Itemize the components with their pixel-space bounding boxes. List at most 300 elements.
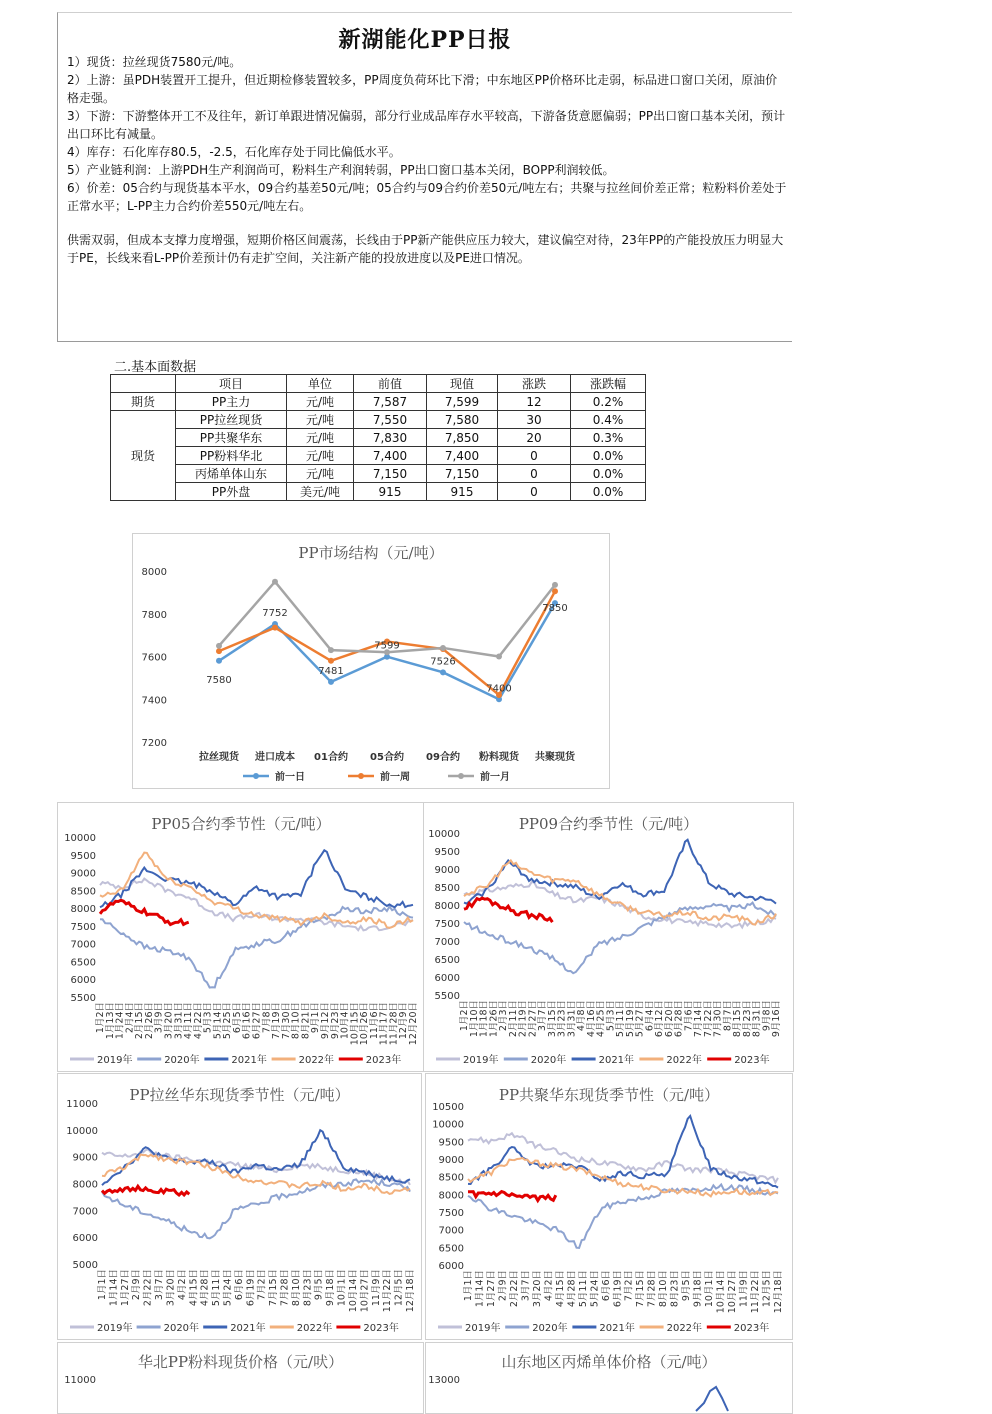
x-tick-label: 9月8日 xyxy=(761,1000,773,1032)
x-tick-label: 5月3日 xyxy=(202,1002,214,1034)
curr-cell: 7,850 xyxy=(427,429,498,447)
data-point xyxy=(216,658,222,664)
y-tick-label: 6000 xyxy=(72,1233,98,1245)
prev-cell: 7,830 xyxy=(354,429,427,447)
data-point xyxy=(328,647,334,653)
x-tick-label: 4月2日 xyxy=(176,1269,188,1301)
x-tick-label: 6月12日 xyxy=(654,1000,665,1038)
x-tick-label: 3月20日 xyxy=(531,1270,543,1308)
legend-label: 前一日 xyxy=(275,772,305,783)
x-tick-label: 10月14日 xyxy=(347,1269,359,1313)
legend-label: 2019年 xyxy=(465,1323,501,1334)
y-tick-label: 10000 xyxy=(428,829,460,840)
legend-marker xyxy=(253,773,259,779)
data-point xyxy=(328,679,334,685)
y-tick-label: 7000 xyxy=(70,939,96,951)
paragraph-downstream: 3）下游：下游整体开工不及往年，新订单跟进情况偏弱，部分行业成品库存水平较高，下游备货意愿偏弱；PP出口窗口基本关闭，预计出口环比有减量。 xyxy=(67,109,786,141)
y-tick-label: 9000 xyxy=(438,1155,464,1166)
x-tick-label: 12月18日 xyxy=(405,1269,416,1313)
y-tick-label: 6500 xyxy=(438,1243,464,1255)
x-tick-label: 10月27日 xyxy=(359,1269,371,1313)
x-tick-label: 12月18日 xyxy=(773,1270,784,1314)
y-tick-label: 9000 xyxy=(72,1152,98,1164)
x-tick-label: 7月19日 xyxy=(271,1002,283,1040)
chart-title: PP05合约季节性（元/吨） xyxy=(151,815,331,833)
change-cell: 30 xyxy=(498,411,571,429)
x-tick-label: 8月10日 xyxy=(290,1269,302,1307)
chart-title: PP拉丝华东现货季节性（元/吨） xyxy=(129,1086,350,1104)
x-tick-label: 5月11日 xyxy=(615,1000,626,1038)
x-tick-label: 3月31日 xyxy=(173,1002,185,1040)
series-line xyxy=(464,882,776,927)
y-tick-label: 8000 xyxy=(141,567,167,578)
x-tick-label: 8月23日 xyxy=(741,1000,753,1038)
x-tick-label: 4月8日 xyxy=(576,1000,587,1032)
y-tick-label: 7500 xyxy=(438,1208,464,1219)
y-tick-label: 7500 xyxy=(434,919,460,930)
chart-title: PP共聚华东现货季节性（元/吨） xyxy=(498,1086,720,1104)
legend-label: 前一月 xyxy=(480,772,510,783)
series-line xyxy=(100,900,189,924)
x-tick-label: 05合约 xyxy=(370,752,404,763)
unit-cell: 元/吨 xyxy=(287,411,354,429)
pp05-seasonal-chart xyxy=(57,802,425,1072)
x-tick-label: 11月9日 xyxy=(370,1269,382,1307)
x-tick-label: 1月13日 xyxy=(104,1002,116,1040)
legend-label: 2019年 xyxy=(463,1055,499,1066)
x-tick-label: 7月6日 xyxy=(683,1000,695,1032)
prev-cell: 915 xyxy=(354,483,427,501)
x-tick-label: 1月14日 xyxy=(108,1269,120,1307)
table-row xyxy=(111,393,646,411)
y-tick-label: 7500 xyxy=(70,921,96,933)
chart-title: 华北PP粉料现货价格（元/吠） xyxy=(137,1353,344,1371)
report-box xyxy=(57,12,792,342)
change-cell: 0 xyxy=(498,483,571,501)
series-line xyxy=(100,850,413,907)
x-tick-label: 9月1日 xyxy=(310,1002,322,1034)
change-cell: 20 xyxy=(498,429,571,447)
series-line xyxy=(100,907,413,988)
item-cell: PP外盘 xyxy=(176,483,287,501)
north-powder-price-chart xyxy=(57,1342,424,1414)
market-structure-svg xyxy=(133,534,609,788)
x-tick-label: 1月1日 xyxy=(97,1269,108,1301)
table-row xyxy=(111,465,646,483)
x-tick-label: 1月10日 xyxy=(468,1000,480,1038)
data-label: 7580 xyxy=(206,674,232,686)
x-tick-label: 10月27日 xyxy=(727,1270,739,1314)
pct-cell: 0.2% xyxy=(571,393,646,411)
x-tick-label: 5月27日 xyxy=(634,1000,646,1038)
data-point xyxy=(272,579,278,585)
x-tick-label: 1月27日 xyxy=(119,1269,131,1307)
x-tick-label: 9月12日 xyxy=(319,1002,331,1040)
legend-label: 2021年 xyxy=(231,1055,267,1066)
series-line xyxy=(468,1116,778,1188)
x-tick-label: 6月6日 xyxy=(233,1269,245,1301)
x-tick-label: 4月22日 xyxy=(192,1002,204,1040)
x-tick-label: 5月24日 xyxy=(222,1269,234,1307)
legend-label: 2019年 xyxy=(97,1323,133,1334)
x-tick-label: 1月1日 xyxy=(463,1270,474,1302)
section-title: 二.基本面数据 xyxy=(114,360,197,375)
paragraph-profit: 5）产业链利润：上游PDH生产利润尚可，粉料生产利润转弱，PP出口窗口基本关闭，BOPP利润较低。 xyxy=(67,163,615,177)
x-tick-label: 2月27日 xyxy=(527,1000,539,1038)
series-line xyxy=(102,1186,189,1195)
fundamentals-table xyxy=(110,374,646,501)
x-tick-label: 11月22日 xyxy=(382,1269,394,1313)
legend-label: 2019年 xyxy=(97,1055,133,1066)
series-line xyxy=(464,898,552,922)
legend-label: 2021年 xyxy=(599,1323,635,1334)
x-tick-label: 6月28日 xyxy=(673,1000,685,1038)
x-tick-label: 2月9日 xyxy=(131,1269,143,1301)
x-tick-label: 4月2日 xyxy=(543,1270,555,1302)
x-tick-label: 1月27日 xyxy=(485,1270,497,1308)
x-tick-label: 6月5日 xyxy=(231,1002,243,1034)
y-tick-label: 6000 xyxy=(70,975,96,987)
series-line xyxy=(464,840,776,904)
series-line xyxy=(464,903,776,974)
x-tick-label: 2月3日 xyxy=(498,1000,509,1032)
series-line xyxy=(102,1130,410,1185)
paragraph-upstream: 2）上游：虽PDH装置开工提升，但近期检修装置较多，PP周度负荷环比下滑；中东地区PP价格环比走弱，标品进口窗口关闭，原油价格走强。 xyxy=(67,73,778,105)
x-tick-label: 8月21日 xyxy=(300,1002,312,1040)
x-tick-label: 2月26日 xyxy=(143,1002,155,1040)
x-tick-label: 3月7日 xyxy=(154,1269,166,1301)
pp05-seasonal-svg xyxy=(58,803,424,1071)
x-tick-label: 10月26日 xyxy=(359,1002,371,1046)
x-tick-label: 8月31日 xyxy=(751,1000,763,1038)
data-point xyxy=(216,648,222,654)
shandong-propylene-price-chart xyxy=(425,1342,793,1414)
item-cell: 丙烯单体山东 xyxy=(176,465,287,483)
x-tick-label: 1月26日 xyxy=(488,1000,500,1038)
x-tick-label: 12月5日 xyxy=(393,1269,405,1307)
item-cell: PP共聚华东 xyxy=(176,429,287,447)
y-tick-label: 6000 xyxy=(438,1261,464,1272)
y-tick-label: 7200 xyxy=(141,738,167,749)
x-tick-label: 3月20日 xyxy=(163,1002,175,1040)
x-tick-label: 09合约 xyxy=(426,752,460,763)
y-tick-label: 9000 xyxy=(70,868,96,880)
x-tick-label: 1月24日 xyxy=(114,1002,126,1040)
x-tick-label: 8月10日 xyxy=(290,1002,302,1040)
header-prev: 前值 xyxy=(354,375,427,393)
x-tick-label: 5月14日 xyxy=(212,1002,224,1040)
x-tick-label: 2月11日 xyxy=(507,1000,519,1038)
x-tick-label: 进口成本 xyxy=(255,752,295,763)
change-cell: 12 xyxy=(498,393,571,411)
x-tick-label: 6月4日 xyxy=(644,1000,656,1032)
x-tick-label: 9月5日 xyxy=(681,1270,693,1302)
x-tick-label: 6月19日 xyxy=(245,1269,257,1307)
x-tick-label: 10月1日 xyxy=(336,1269,348,1307)
y-tick-label: 7000 xyxy=(72,1206,98,1218)
x-tick-label: 9月18日 xyxy=(325,1269,337,1307)
y-tick-label: 7800 xyxy=(141,609,167,621)
x-tick-label: 11月22日 xyxy=(750,1270,762,1314)
y-tick-label: 11000 xyxy=(64,1375,96,1386)
x-tick-label: 12月20日 xyxy=(408,1002,419,1046)
x-tick-label: 2月19日 xyxy=(517,1000,529,1038)
x-tick-label: 2月4日 xyxy=(124,1002,136,1034)
pct-cell: 0.0% xyxy=(571,447,646,465)
table-row xyxy=(111,429,646,447)
y-tick-label: 13000 xyxy=(428,1375,460,1386)
header-change: 涨跌 xyxy=(498,375,571,393)
prev-cell: 7,150 xyxy=(354,465,427,483)
data-point xyxy=(440,669,446,675)
category-cell: 期货 xyxy=(111,393,176,411)
legend-label: 2021年 xyxy=(230,1323,266,1334)
header-category xyxy=(111,375,176,393)
unit-cell: 元/吨 xyxy=(287,429,354,447)
x-tick-label: 9月5日 xyxy=(313,1269,325,1301)
series-line xyxy=(102,1179,410,1238)
x-tick-label: 7月8日 xyxy=(261,1002,273,1034)
y-tick-label: 5000 xyxy=(72,1260,98,1271)
x-tick-label: 3月7日 xyxy=(537,1000,548,1032)
y-tick-label: 9500 xyxy=(70,850,96,862)
series-line xyxy=(102,1149,410,1185)
x-tick-label: 10月15日 xyxy=(349,1002,361,1046)
table-row xyxy=(111,447,646,465)
y-tick-label: 8500 xyxy=(434,883,460,894)
legend-marker xyxy=(458,773,464,779)
series-line xyxy=(696,1387,728,1411)
x-tick-label: 4月28日 xyxy=(566,1270,578,1308)
x-tick-label: 11月17日 xyxy=(378,1002,390,1046)
x-tick-label: 4月11日 xyxy=(183,1002,195,1040)
x-tick-label: 4月28日 xyxy=(199,1269,211,1307)
x-tick-label: 5月3日 xyxy=(605,1000,617,1032)
x-tick-label: 2月22日 xyxy=(508,1270,520,1308)
x-tick-label: 10月4日 xyxy=(339,1002,351,1040)
x-tick-label: 3月7日 xyxy=(520,1270,532,1302)
data-point xyxy=(272,625,278,631)
copolymer-east-seasonal-chart xyxy=(425,1073,793,1340)
x-tick-label: 7月28日 xyxy=(646,1270,658,1308)
prev-cell: 7,400 xyxy=(354,447,427,465)
y-tick-label: 8500 xyxy=(438,1172,464,1184)
pp09-seasonal-svg xyxy=(424,803,793,1071)
y-tick-label: 7600 xyxy=(141,652,167,664)
legend-marker xyxy=(358,773,364,779)
x-tick-label: 3月31日 xyxy=(566,1000,578,1038)
y-tick-label: 6500 xyxy=(434,955,460,966)
data-label: 7481 xyxy=(318,665,344,677)
curr-cell: 7,400 xyxy=(427,447,498,465)
data-label: 7526 xyxy=(430,656,456,668)
change-cell: 0 xyxy=(498,465,571,483)
report-title: 新湖能化PP日报 xyxy=(338,27,512,53)
x-tick-label: 8月15日 xyxy=(732,1000,743,1038)
curr-cell: 7,580 xyxy=(427,411,498,429)
chart-title: 山东地区丙烯单体价格（元/吨） xyxy=(501,1353,717,1371)
y-tick-label: 5500 xyxy=(70,993,96,1004)
y-tick-label: 8000 xyxy=(70,904,96,916)
copolymer-east-seasonal-svg xyxy=(426,1074,792,1339)
y-tick-label: 7400 xyxy=(141,695,167,707)
x-tick-label: 4月15日 xyxy=(554,1270,566,1308)
header-unit: 单位 xyxy=(287,375,354,393)
curr-cell: 7,150 xyxy=(427,465,498,483)
data-point xyxy=(552,582,558,588)
data-point xyxy=(440,645,446,651)
x-tick-label: 2月15日 xyxy=(134,1002,146,1040)
pp09-seasonal-chart xyxy=(423,802,794,1072)
y-tick-label: 9500 xyxy=(434,847,460,858)
pct-cell: 0.3% xyxy=(571,429,646,447)
unit-cell: 美元/吨 xyxy=(287,483,354,501)
y-tick-label: 7000 xyxy=(438,1225,464,1237)
legend-label: 2020年 xyxy=(164,1055,200,1066)
y-tick-label: 10000 xyxy=(66,1125,98,1137)
x-tick-label: 1月2日 xyxy=(95,1002,106,1034)
legend-label: 2021年 xyxy=(598,1055,635,1066)
item-cell: PP主力 xyxy=(176,393,287,411)
unit-cell: 元/吨 xyxy=(287,465,354,483)
x-tick-label: 10月1日 xyxy=(704,1270,716,1308)
change-cell: 0 xyxy=(498,447,571,465)
x-tick-label: 共聚现货 xyxy=(535,752,575,763)
x-tick-label: 4月16日 xyxy=(585,1000,597,1038)
legend-label: 2022年 xyxy=(298,1055,335,1066)
x-tick-label: 3月23日 xyxy=(556,1000,568,1038)
series-line xyxy=(468,1192,556,1201)
x-tick-label: 1月14日 xyxy=(474,1270,486,1308)
x-tick-label: 6月19日 xyxy=(612,1270,624,1308)
table-header-row xyxy=(111,375,646,393)
item-cell: PP拉丝现货 xyxy=(176,411,287,429)
unit-cell: 元/吨 xyxy=(287,447,354,465)
pct-cell: 0.0% xyxy=(571,465,646,483)
x-tick-label: 2月22日 xyxy=(142,1269,154,1307)
curr-cell: 7,599 xyxy=(427,393,498,411)
x-tick-label: 6月20日 xyxy=(663,1000,675,1038)
x-tick-label: 5月25日 xyxy=(222,1002,234,1040)
x-tick-label: 6月6日 xyxy=(600,1270,612,1302)
x-tick-label: 3月15日 xyxy=(546,1000,558,1038)
x-tick-label: 6月16日 xyxy=(241,1002,253,1040)
x-tick-label: 7月28日 xyxy=(279,1269,291,1307)
x-tick-label: 10月14日 xyxy=(715,1270,727,1314)
x-tick-label: 7月2日 xyxy=(623,1270,635,1302)
y-tick-label: 8000 xyxy=(438,1190,464,1202)
x-tick-label: 7月15日 xyxy=(635,1270,647,1308)
y-tick-label: 10500 xyxy=(432,1102,464,1113)
data-label: 7400 xyxy=(486,683,512,695)
legend-label: 2022年 xyxy=(666,1323,703,1334)
y-tick-label: 9000 xyxy=(434,865,460,876)
chart-title: PP市场结构（元/吨） xyxy=(298,544,444,562)
item-cell: PP粉料华北 xyxy=(176,447,287,465)
y-tick-label: 6500 xyxy=(70,957,96,969)
x-tick-label: 12月5日 xyxy=(761,1270,773,1308)
y-tick-label: 9500 xyxy=(438,1137,464,1149)
y-tick-label: 8000 xyxy=(72,1179,98,1191)
chart-title: PP09合约季节性（元/吨） xyxy=(518,815,699,833)
y-tick-label: 8500 xyxy=(70,886,96,898)
x-tick-label: 粉料现货 xyxy=(479,752,519,763)
y-tick-label: 5500 xyxy=(434,991,460,1002)
x-tick-label: 12月9日 xyxy=(398,1002,410,1040)
data-point xyxy=(216,643,222,649)
x-tick-label: 11月6日 xyxy=(368,1002,380,1040)
header-item: 项目 xyxy=(176,375,287,393)
x-tick-label: 7月30日 xyxy=(280,1002,292,1040)
x-tick-label: 11月28日 xyxy=(388,1002,400,1046)
curr-cell: 915 xyxy=(427,483,498,501)
x-tick-label: 7月2日 xyxy=(256,1269,268,1301)
x-tick-label: 5月11日 xyxy=(211,1269,223,1307)
legend-label: 2023年 xyxy=(365,1055,402,1066)
x-tick-label: 11月9日 xyxy=(738,1270,750,1308)
y-tick-label: 6000 xyxy=(434,973,460,984)
x-tick-label: 8月23日 xyxy=(302,1269,314,1307)
series-line xyxy=(100,853,413,928)
x-tick-label: 8月10日 xyxy=(658,1270,670,1308)
x-tick-label: 9月23日 xyxy=(329,1002,341,1040)
x-tick-label: 5月24日 xyxy=(589,1270,601,1308)
x-tick-label: 1月18日 xyxy=(478,1000,490,1038)
legend-label: 2023年 xyxy=(734,1055,770,1066)
pct-cell: 0.0% xyxy=(571,483,646,501)
x-tick-label: 4月15日 xyxy=(188,1269,200,1307)
category-cell: 现货 xyxy=(111,411,176,501)
legend-label: 2020年 xyxy=(530,1055,567,1066)
x-tick-label: 7月22日 xyxy=(702,1000,714,1038)
legend-label: 2023年 xyxy=(363,1323,399,1334)
prev-cell: 7,587 xyxy=(354,393,427,411)
y-tick-label: 11000 xyxy=(66,1099,98,1110)
legend-label: 2020年 xyxy=(163,1323,200,1334)
y-tick-label: 7000 xyxy=(434,937,460,948)
x-tick-label: 5月11日 xyxy=(577,1270,589,1308)
paragraph-spot: 1）现货：拉丝现货7580元/吨。 xyxy=(67,55,242,69)
x-tick-label: 7月30日 xyxy=(712,1000,724,1038)
paragraph-summary: 供需双弱，但成本支撑力度增强，短期价格区间震荡，长线由于PP新产能供应压力较大，建议偏空对待，23年PP的产能投放压力明显大于PE，长线来看L-PP价差预计仍有走扩空间，关注新产能的投放进度以及PE进口情况。 xyxy=(67,233,784,265)
paragraph-spread: 6）价差：05合约与现货基本平水，09合约基差50元/吨；05合约与09合约价差50元/吨左右；共聚与拉丝间价差正常；粒粉料价差处于正常水平；L-PP主力合约价差550元/吨左右。 xyxy=(67,181,787,213)
paragraph-inventory: 4）库存：石化库存80.5，-2.5，石化库存处于同比偏低水平。 xyxy=(67,145,401,159)
header-curr: 现值 xyxy=(427,375,498,393)
x-tick-label: 01合约 xyxy=(314,752,348,763)
x-tick-label: 8月7日 xyxy=(722,1000,734,1032)
report-paragraphs xyxy=(67,53,789,267)
legend-label: 2023年 xyxy=(733,1323,770,1334)
prev-cell: 7,550 xyxy=(354,411,427,429)
x-tick-label: 8月23日 xyxy=(669,1270,681,1308)
legend-label: 2022年 xyxy=(296,1323,333,1334)
table-row xyxy=(111,411,646,429)
table-row xyxy=(111,483,646,501)
x-tick-label: 7月14日 xyxy=(693,1000,704,1038)
legend-label: 2020年 xyxy=(532,1323,568,1334)
data-label: 7850 xyxy=(542,603,568,615)
x-tick-label: 拉丝现货 xyxy=(199,752,239,763)
x-tick-label: 1月2日 xyxy=(459,1000,470,1032)
y-tick-label: 10000 xyxy=(432,1119,464,1131)
legend-label: 前一周 xyxy=(380,772,410,783)
data-point xyxy=(328,658,334,664)
unit-cell: 元/吨 xyxy=(287,393,354,411)
data-label: 7752 xyxy=(262,608,288,620)
y-tick-label: 10000 xyxy=(64,833,96,844)
x-tick-label: 3月20日 xyxy=(165,1269,177,1307)
data-point xyxy=(496,654,502,660)
